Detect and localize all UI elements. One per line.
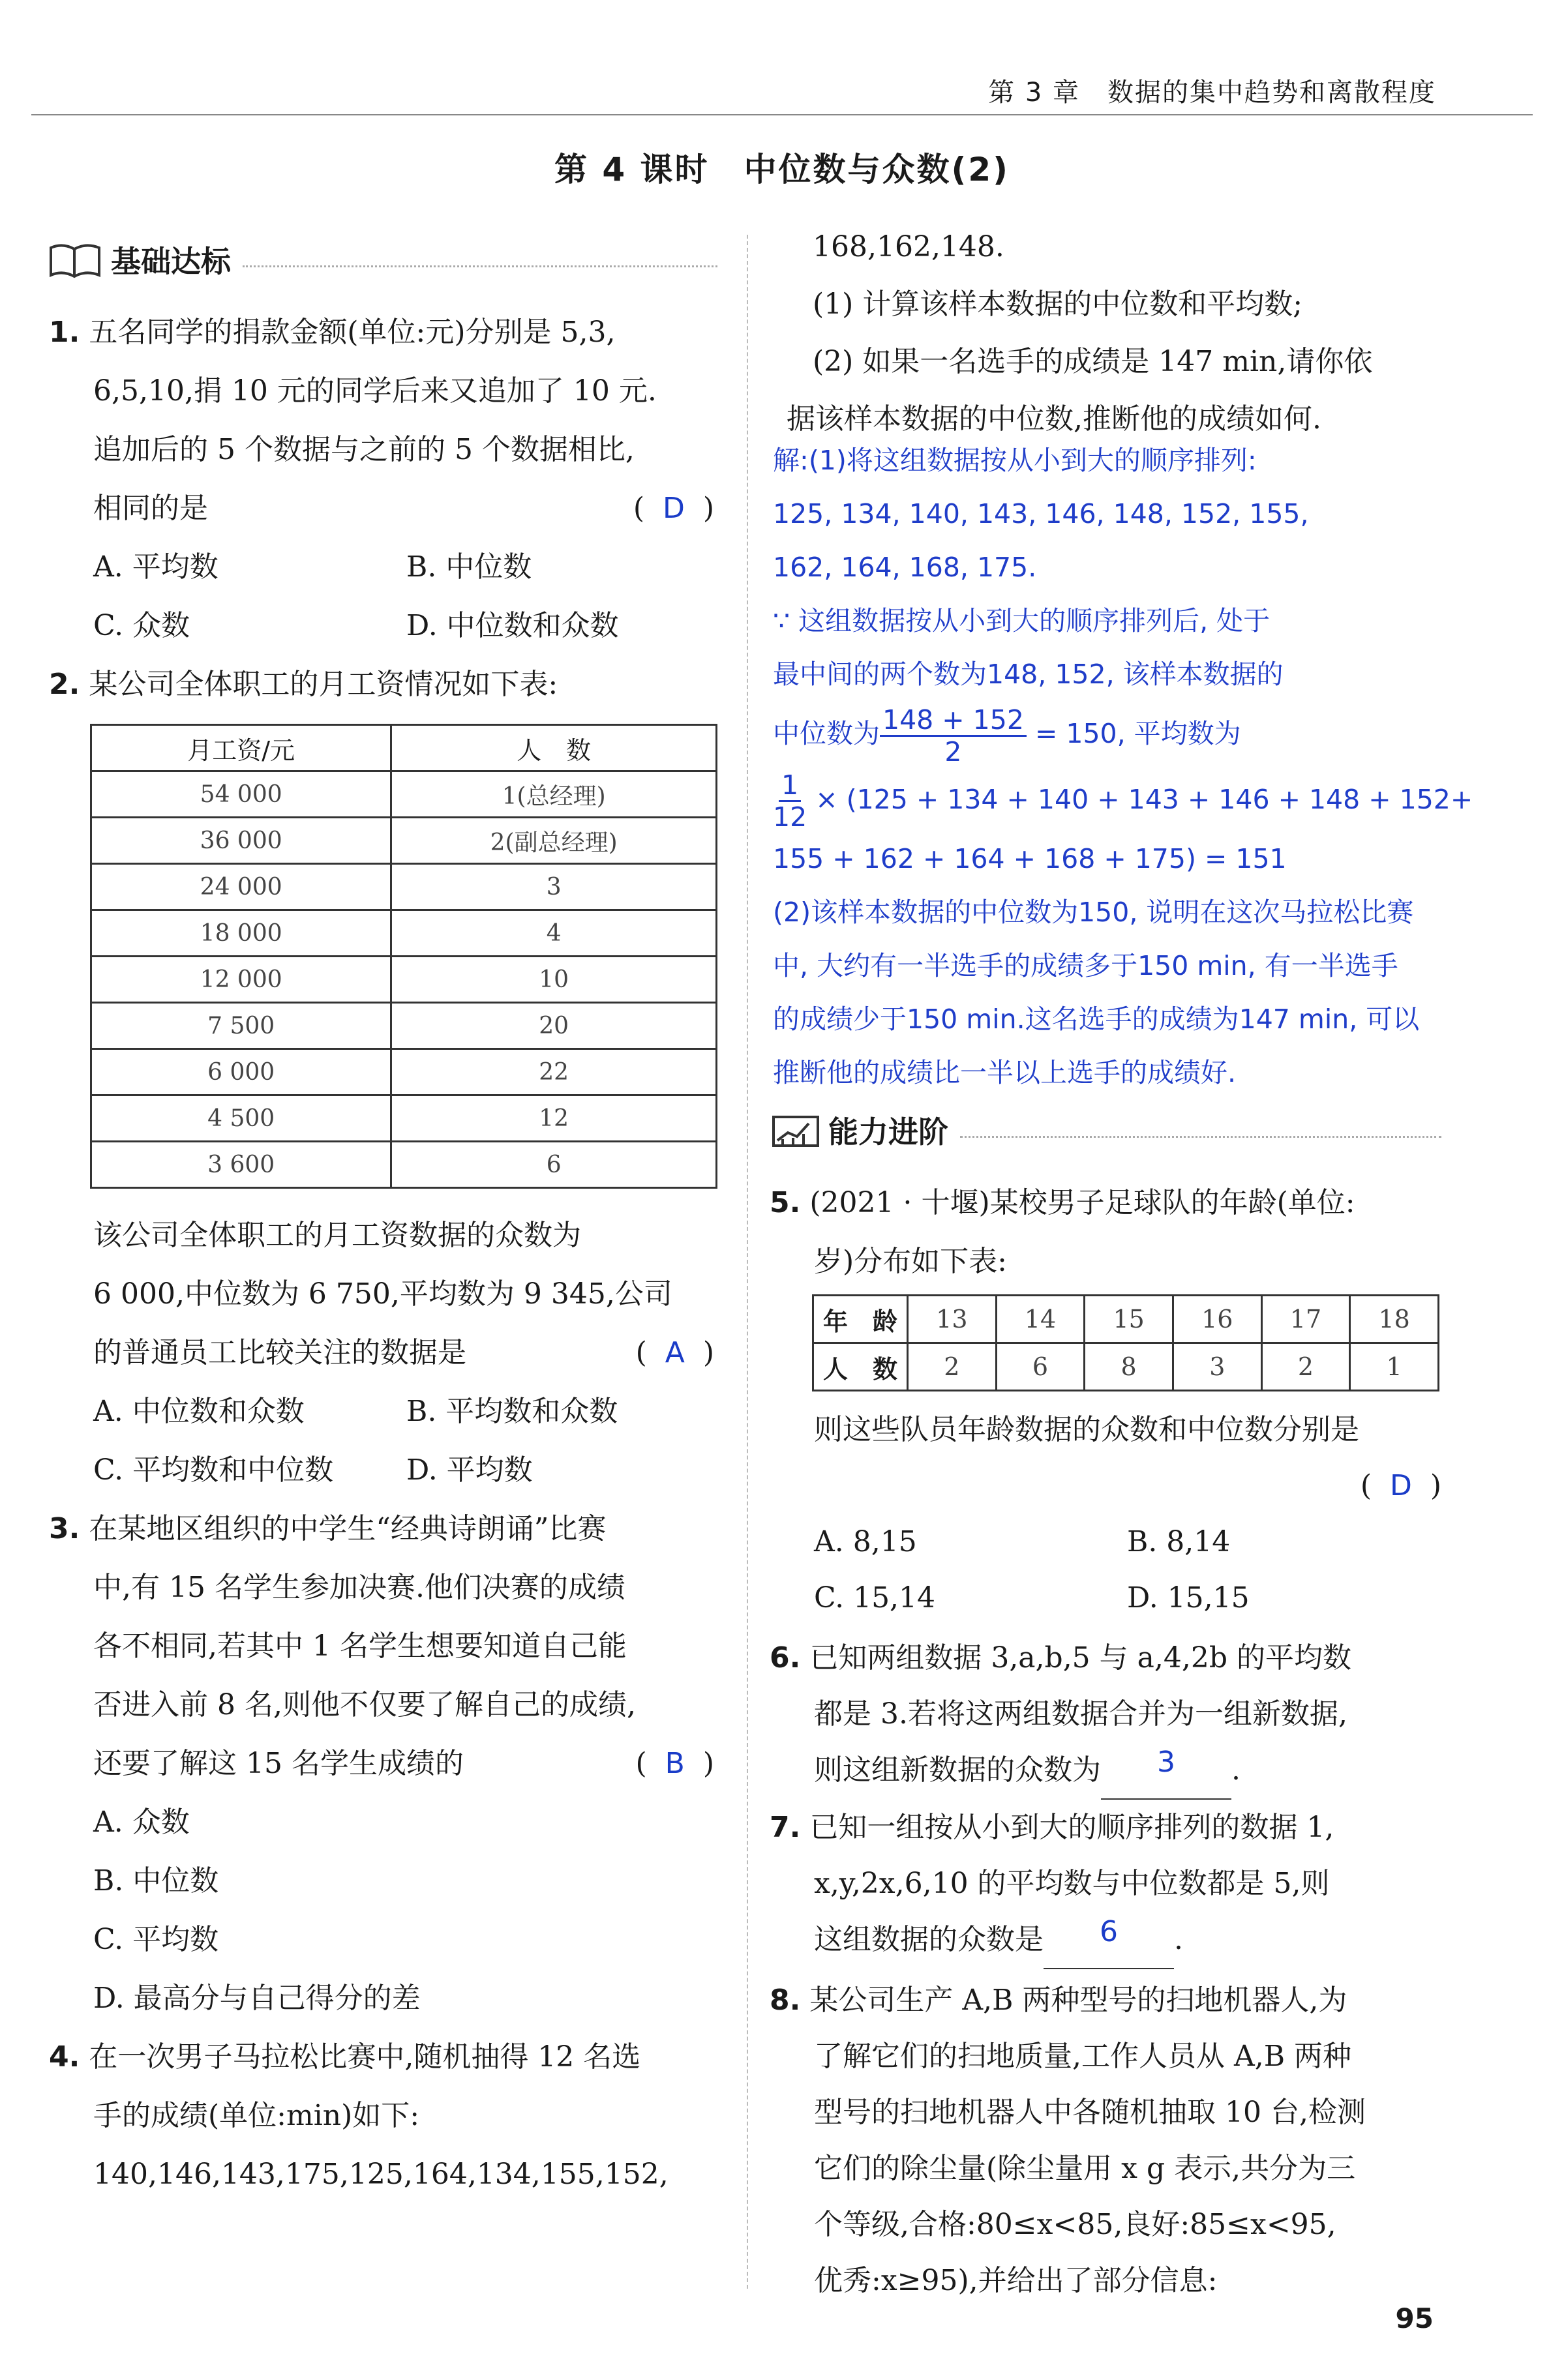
solution-line: 最中间的两个数为148, 152, 该样本数据的 bbox=[773, 659, 1284, 690]
solution-text: 中位数为 bbox=[773, 718, 880, 749]
q8-line: 某公司生产 A,B 两种型号的扫地机器人,为 bbox=[809, 1984, 1347, 2017]
q1-option: C. 众数 bbox=[93, 609, 190, 642]
table-cell: 12 000 bbox=[91, 957, 391, 1003]
q4-line: 168,162,148. bbox=[813, 230, 1004, 263]
question-1: 1. 五名同学的捐款金额(单位:元)分别是 5,3, 6,5,10,捐 10 元的同学后来又追加了 10 元. 追加后的 5 个数据与之前的 5 个数据相比, 相同的是 ( D ) A. 平均数 B. 中位数 C. 众数 D. 中位数和众数 bbox=[49, 303, 727, 655]
q5-option: D. 15,15 bbox=[1127, 1581, 1250, 1614]
q3-option: B. 中位数 bbox=[93, 1864, 219, 1897]
page-title: 第 4 课时 中位数与众数(2) bbox=[554, 151, 1010, 188]
age-table bbox=[812, 1294, 1439, 1391]
solution-line: 的成绩少于150 min.这名选手的成绩为147 min, 可以 bbox=[773, 1004, 1420, 1035]
q1-option: A. 平均数 bbox=[93, 550, 218, 584]
table-row bbox=[91, 818, 717, 864]
question-4 bbox=[49, 2028, 727, 2204]
fraction-denominator: 12 bbox=[773, 801, 807, 833]
table-cell: 4 500 bbox=[91, 1095, 391, 1142]
q5-answer: D bbox=[1389, 1469, 1412, 1502]
q4-part: (2) 如果一名选手的成绩是 147 min,请你依 bbox=[813, 345, 1373, 378]
table-row bbox=[91, 957, 717, 1003]
q4-solution bbox=[773, 434, 1490, 1099]
question-7: 7. 已知一组按从小到大的顺序排列的数据 1, x,y,2x,6,10 的平均数与中位数都是 5,则 这组数据的众数是 6 . bbox=[770, 1800, 1461, 1969]
q3-line: 中,有 15 名学生参加决赛.他们决赛的成绩 bbox=[93, 1571, 625, 1604]
q8-number: 8. bbox=[770, 1984, 801, 2017]
table-cell: 3 bbox=[1173, 1343, 1261, 1391]
table-row bbox=[91, 1003, 717, 1049]
bar-chart-icon bbox=[770, 1110, 822, 1150]
q1-number: 1. bbox=[49, 316, 80, 349]
q4-number: 4. bbox=[49, 2040, 80, 2074]
table-header: 月工资/元 bbox=[91, 725, 391, 771]
table-cell: 18 000 bbox=[91, 910, 391, 957]
q3-option: A. 众数 bbox=[93, 1806, 190, 1839]
fraction-denominator: 2 bbox=[944, 736, 962, 767]
q5-option: B. 8,14 bbox=[1127, 1525, 1231, 1558]
q3-line: 还要了解这 15 名学生成绩的 bbox=[93, 1747, 464, 1780]
q4-line: 在一次男子马拉松比赛中,随机抽得 12 名选 bbox=[89, 2040, 641, 2074]
q2-line: 该公司全体职工的月工资数据的众数为 bbox=[93, 1219, 581, 1252]
page-number: 95 bbox=[1395, 2302, 1434, 2334]
question-3: 3. 在某地区组织的中学生“经典诗朗诵”比赛 中,有 15 名学生参加决赛.他们决赛的成绩 各不相同,若其中 1 名学生想要知道自己能 否进入前 8 名,则他不仅要了解自己的成绩, 还要了解这 15 名学生成绩的 ( B ) A. 众数 B. 中位数 C. 平均数 D. 最高分与自己得分的差 bbox=[49, 1500, 727, 2028]
q2-option: A. 中位数和众数 bbox=[93, 1395, 305, 1428]
q2-number: 2. bbox=[49, 668, 80, 701]
column-divider bbox=[747, 235, 748, 2289]
table-cell: 54 000 bbox=[91, 771, 391, 818]
table-cell: 20 bbox=[391, 1003, 717, 1049]
table-cell: 年 龄 bbox=[813, 1296, 908, 1343]
q1-option: D. 中位数和众数 bbox=[406, 609, 619, 642]
q8-line: 个等级,合格:80≤x<85,良好:85≤x<95, bbox=[814, 2208, 1336, 2241]
table-cell: 22 bbox=[391, 1049, 717, 1095]
table-cell: 14 bbox=[996, 1296, 1085, 1343]
q1-line: 相同的是 bbox=[93, 492, 208, 525]
fraction-numerator: 148 + 152 bbox=[880, 705, 1027, 737]
table-header: 人 数 bbox=[391, 725, 717, 771]
solution-line: 162, 164, 168, 175. bbox=[773, 552, 1037, 583]
question-2 bbox=[49, 655, 727, 714]
table-row bbox=[91, 1095, 717, 1142]
table-cell: 1(总经理) bbox=[391, 771, 717, 818]
table-row bbox=[91, 1142, 717, 1188]
solution-line: 解:(1)将这组数据按从小到大的顺序排列: bbox=[773, 445, 1257, 476]
q6-answer: 3 bbox=[1157, 1746, 1175, 1779]
table-cell: 8 bbox=[1085, 1343, 1173, 1391]
question-5-body: 则这些队员年龄数据的众数和中位数分别是 ( D ) A. 8,15 B. 8,14 C. 15,14 D. 15,15 bbox=[770, 1402, 1448, 1626]
table-cell: 36 000 bbox=[91, 818, 391, 864]
solution-text: × (125 + 134 + 140 + 143 + 146 + 148 + 152+ bbox=[807, 783, 1473, 815]
q7-line: 这组数据的众数是 bbox=[814, 1923, 1044, 1956]
chapter-header: 第 3 章 数据的集中趋势和离散程度 bbox=[988, 78, 1436, 108]
table-cell: 15 bbox=[1085, 1296, 1173, 1343]
q6-line: 都是 3.若将这两组数据合并为一组新数据, bbox=[814, 1697, 1347, 1731]
table-cell: 2(副总经理) bbox=[391, 818, 717, 864]
q4-line: 手的成绩(单位:min)如下: bbox=[93, 2099, 420, 2132]
solution-line: (2)该样本数据的中位数为150, 说明在这次马拉松比赛 bbox=[773, 897, 1414, 928]
question-4-continued bbox=[768, 218, 1466, 448]
table-cell: 2 bbox=[1261, 1343, 1350, 1391]
q4-line: 140,146,143,175,125,164,134,155,152, bbox=[93, 2158, 669, 2191]
section-basic bbox=[46, 238, 717, 281]
q8-line: 型号的扫地机器人中各随机抽取 10 台,检测 bbox=[814, 2096, 1366, 2129]
q5-option: A. 8,15 bbox=[814, 1525, 917, 1558]
solution-line: 中, 大约有一半选手的成绩多于150 min, 有一半选手 bbox=[773, 950, 1398, 981]
table-cell: 人 数 bbox=[813, 1343, 908, 1391]
section-advanced-title: 能力进阶 bbox=[828, 1114, 948, 1150]
q6-line: 已知两组数据 3,a,b,5 与 a,4,2b 的平均数 bbox=[809, 1641, 1351, 1674]
solution-line: ∵ 这组数据按从小到大的顺序排列后, 处于 bbox=[773, 605, 1271, 636]
q3-answer: B bbox=[665, 1747, 685, 1780]
table-cell: 7 500 bbox=[91, 1003, 391, 1049]
q5-question: 则这些队员年龄数据的众数和中位数分别是 bbox=[814, 1413, 1359, 1446]
q6-line: 则这组新数据的众数为 bbox=[814, 1753, 1101, 1787]
solution-line: 125, 134, 140, 143, 146, 148, 152, 155, bbox=[773, 498, 1309, 529]
fraction-numerator: 1 bbox=[779, 770, 801, 802]
q3-line: 在某地区组织的中学生“经典诗朗诵”比赛 bbox=[89, 1512, 607, 1545]
table-cell: 1 bbox=[1350, 1343, 1439, 1391]
q8-line: 了解它们的扫地质量,工作人员从 A,B 两种 bbox=[814, 2040, 1352, 2073]
question-5 bbox=[770, 1174, 1461, 1291]
q5-line: (2021 · 十堰)某校男子足球队的年龄(单位: bbox=[809, 1186, 1355, 1219]
table-cell: 12 bbox=[391, 1095, 717, 1142]
table-cell: 16 bbox=[1173, 1296, 1261, 1343]
table-cell: 6 bbox=[391, 1142, 717, 1188]
table-row bbox=[91, 771, 717, 818]
table-cell: 4 bbox=[391, 910, 717, 957]
solution-line: 推断他的成绩比一半以上选手的成绩好. bbox=[773, 1057, 1237, 1088]
q4-part: 据该样本数据的中位数,推断他的成绩如何. bbox=[787, 402, 1321, 436]
section-advanced bbox=[770, 1108, 1441, 1152]
q3-option: D. 最高分与自己得分的差 bbox=[93, 1982, 421, 2015]
table-cell: 10 bbox=[391, 957, 717, 1003]
question-8 bbox=[770, 1972, 1461, 2309]
q5-line: 岁)分布如下表: bbox=[814, 1245, 1007, 1278]
question-2-body: 该公司全体职工的月工资数据的众数为 6 000,中位数为 6 750,平均数为 9 345,公司 的普通员工比较关注的数据是 ( A ) A. 中位数和众数 B. 平均数和众数 C. 平均数和中位数 D. 平均数 bbox=[49, 1206, 727, 1500]
q2-line: 6 000,中位数为 6 750,平均数为 9 345,公司 bbox=[93, 1277, 672, 1311]
table-cell: 6 bbox=[996, 1343, 1085, 1391]
table-row bbox=[91, 910, 717, 957]
salary-table bbox=[90, 724, 717, 1189]
solution-line bbox=[773, 767, 1490, 833]
q1-answer: D bbox=[662, 492, 685, 525]
q6-number: 6. bbox=[770, 1641, 801, 1674]
table-row bbox=[91, 864, 717, 910]
q7-number: 7. bbox=[770, 1811, 801, 1844]
q8-line: 优秀:x≥95),并给出了部分信息: bbox=[814, 2264, 1218, 2297]
q3-number: 3. bbox=[49, 1512, 80, 1545]
table-row bbox=[813, 1296, 1439, 1343]
q1-option: B. 中位数 bbox=[406, 550, 532, 584]
q2-line: 的普通员工比较关注的数据是 bbox=[93, 1336, 466, 1369]
table-cell: 17 bbox=[1261, 1296, 1350, 1343]
q2-option: B. 平均数和众数 bbox=[406, 1395, 618, 1428]
open-book-icon bbox=[46, 239, 104, 280]
q7-answer: 6 bbox=[1100, 1915, 1118, 1948]
q1-line: 6,5,10,捐 10 元的同学后来又追加了 10 元. bbox=[93, 374, 657, 408]
q5-option: C. 15,14 bbox=[814, 1581, 936, 1614]
table-cell: 3 600 bbox=[91, 1142, 391, 1188]
solution-text: = 150, 平均数为 bbox=[1026, 718, 1241, 749]
table-row bbox=[91, 1049, 717, 1095]
q2-answer: A bbox=[665, 1336, 685, 1369]
table-cell: 18 bbox=[1350, 1296, 1439, 1343]
q3-line: 各不相同,若其中 1 名学生想要知道自己能 bbox=[93, 1629, 627, 1663]
q3-line: 否进入前 8 名,则他不仅要了解自己的成绩, bbox=[93, 1688, 636, 1721]
q2-option: D. 平均数 bbox=[406, 1453, 533, 1487]
table-cell: 2 bbox=[908, 1343, 997, 1391]
q3-option: C. 平均数 bbox=[93, 1923, 219, 1956]
q1-line: 五名同学的捐款金额(单位:元)分别是 5,3, bbox=[89, 316, 616, 349]
header-divider bbox=[31, 114, 1533, 115]
q1-line: 追加后的 5 个数据与之前的 5 个数据相比, bbox=[93, 433, 635, 466]
q4-part: (1) 计算该样本数据的中位数和平均数; bbox=[813, 288, 1303, 321]
q2-intro: 某公司全体职工的月工资情况如下表: bbox=[89, 668, 558, 701]
q7-line: x,y,2x,6,10 的平均数与中位数都是 5,则 bbox=[814, 1867, 1330, 1900]
table-cell: 24 000 bbox=[91, 864, 391, 910]
table-cell: 3 bbox=[391, 864, 717, 910]
q2-option: C. 平均数和中位数 bbox=[93, 1453, 334, 1487]
q7-line: 已知一组按从小到大的顺序排列的数据 1, bbox=[809, 1811, 1334, 1844]
table-cell: 6 000 bbox=[91, 1049, 391, 1095]
solution-line: 155 + 162 + 164 + 168 + 175) = 151 bbox=[773, 843, 1287, 874]
table-row bbox=[813, 1343, 1439, 1391]
section-basic-title: 基础达标 bbox=[111, 244, 231, 279]
solution-line bbox=[773, 701, 1490, 767]
question-6: 6. 已知两组数据 3,a,b,5 与 a,4,2b 的平均数 都是 3.若将这两组数据合并为一组新数据, 则这组新数据的众数为 3 . bbox=[770, 1630, 1461, 1800]
q5-number: 5. bbox=[770, 1186, 801, 1219]
table-cell: 13 bbox=[908, 1296, 997, 1343]
q8-line: 它们的除尘量(除尘量用 x g 表示,共分为三 bbox=[814, 2152, 1356, 2185]
